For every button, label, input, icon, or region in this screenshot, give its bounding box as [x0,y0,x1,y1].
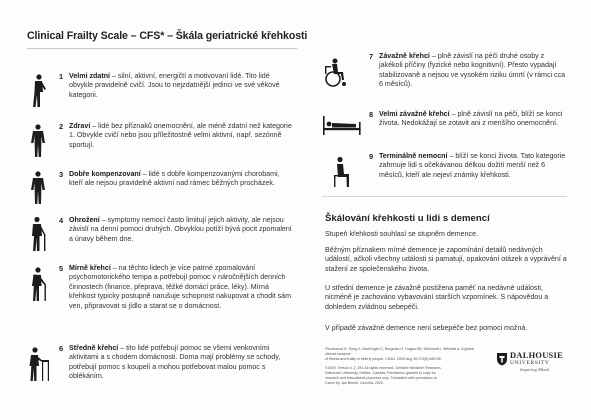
level-text: – plně závislí na péči druhé osoby z jakékoli příčiny (fyzické nebo kognitivní). Přesto vypadají stabilizovaně a nejsou ve vysokém riziku úmrtí (v rámci cca 6 měsíců). [379,52,566,89]
standing-person-icon [29,124,47,158]
level-number: 6 [59,344,64,353]
footnote-line: Czech by Jan Beneš, Czechia, 2020. [325,381,384,386]
level-number: 2 [59,122,64,131]
level-5 [27,264,297,336]
level-2 [27,122,297,162]
logo-university: UNIVERSITY [510,360,550,366]
level-number: 5 [59,264,64,273]
level-9 [322,152,570,192]
level-lead: Středně křehcí [69,344,119,352]
logo-name: DALHOUSIE [510,351,563,360]
footnote-line: *Rockwood K, Song X, MacKnight C, Bergman H, Hogan DB, McDowell I, Mitnitski A. A global clinical measure [325,347,475,357]
dementia-paragraph-2: Běžným příznakem mírné demence je zapomínání detailů nedávných událostí, ačkoli všechny události si pamatují, opakování otázek a vyprávění a stažení ze společenského života. [325,246,567,273]
level-text: – tito lidé potřebují pomoc se všemi venkovními aktivitami a s chodem domácnosti. Doma mají problémy se schody, potřebují pomoc s koupelí a mohou potřebovat malou pomoc s oblékáním. [69,344,281,381]
wheelchair-icon [322,58,350,88]
level-text: – blíží se konci života. Tato kategorie zahrnuje lidi s očekávanou délkou dožití menší než 6 měsíců, kteří ale nejeví známky křehkosti. [379,152,566,179]
person-with-cane-icon [29,266,49,302]
level-text: – na těchto lidech je více patrné zpomalování psychomotorického tempa a potřebují pomoc v náročnějších denních činnostech (finance, přeprava, těžké domácí práce, léky). Mírná křehkost typicky postupně narušuje schopnost nakupovat a chodit sám ven, připravovat si jídlo a starat se o domácnost. [69,264,292,310]
dementia-heading: Škálování křehkosti u lidí s demencí [325,213,490,224]
level-description [379,110,569,129]
dementia-paragraph-3: U střední demence je závažně postižena paměť na nedávné události, nicméně je zachováno vybavování starších vzpomínek. S nápovědou a dohledem zvládnou sebepéči. [325,284,549,311]
walking-person-icon [31,74,47,108]
dalhousie-logo [496,351,572,373]
level-description [69,72,295,100]
person-in-bed-icon [322,114,362,136]
level-lead: Dobře kompenzovaní [69,170,141,178]
level-3 [27,170,297,210]
level-number: 4 [59,216,64,225]
level-text: – plně závislí na péči, blíží se konci života. Nedokážají se zotavit ani z menšího onemocnění. [379,110,563,128]
footnote-line: research and educational purposes only. Translated with permission to [325,376,438,381]
level-lead: Mírně křehcí [69,264,111,272]
person-with-cane-icon [29,216,49,252]
level-lead: Závažně křehcí [379,52,430,60]
page-title: Clinical Frailty Scale – CFS* – Škála geriatrické křehkosti [27,30,308,42]
level-lead: Terminálně nemocní [379,152,448,160]
level-lead: Ohrožení [69,216,100,224]
level-text: – lidé bez příznaků onemocnění, ale méně zdatní než kategorie 1. Obvykle cvičí nebo jsou příležitostně velmi aktivní, např. sezónně sportují. [69,122,292,149]
level-lead: Velmi zdatní [69,72,110,80]
level-8 [322,110,570,142]
level-description [69,344,295,382]
level-number: 1 [59,72,64,81]
level-number: 3 [59,170,64,179]
level-lead: Zdraví [69,122,91,130]
level-7 [322,52,570,96]
footnote-line: Dalhousie University, Halifax, Canada. Permission granted to copy for [325,370,436,375]
level-number: 8 [369,110,374,119]
title-divider [27,48,297,49]
crest-icon [496,352,508,366]
level-description [69,122,295,150]
level-lead: Velmi závažně křehcí [379,110,450,118]
footnote-line: of fitness and frailty in elderly people. CMAJ. 2005 Aug 30;173(5):489-95. [325,357,442,362]
dementia-paragraph-1: Stupeň křehkosti souhlasí se stupněm demence. [325,230,478,238]
level-text: – symptomy nemocí často limitují jejich aktivity, ale nejsou závislí na denní pomoci druhých. Obvyklou potíží bývá pocit zpomalení a únavy během dne. [69,216,292,243]
level-number: 7 [369,52,374,61]
footnote-line: ©2009. Version 1.2_EN. All rights reserved. Geriatric Medicine Research, [325,365,442,370]
person-with-walker-icon [27,346,51,382]
footnote [325,347,485,386]
level-description [379,52,569,90]
standing-person-icon [29,171,47,205]
level-description [69,216,295,244]
level-description [379,152,569,180]
level-1 [27,72,297,112]
level-number: 9 [369,152,374,161]
seated-person-icon [330,156,354,188]
section-divider [322,196,567,197]
level-text: – silní, aktivní, energičtí a motivovaní lidé. Tito lidé obvykle pravidelně cvičí. Jsou to nejzdatnější jedinci ve své věkové kategorii. [69,72,280,99]
logo-tagline: Inspiring Minds [520,367,550,372]
level-4 [27,216,297,256]
dementia-paragraph-4: V případě závažné demence není sebepéče bez pomoci možná. [325,324,528,332]
level-6 [27,344,297,392]
level-description [69,264,295,311]
level-text: – lidé s dobře kompenzovanými chorobami, kteří ale nejsou pravidelně aktivní nad rámec běžných procházek. [69,170,280,188]
level-description [69,170,295,189]
